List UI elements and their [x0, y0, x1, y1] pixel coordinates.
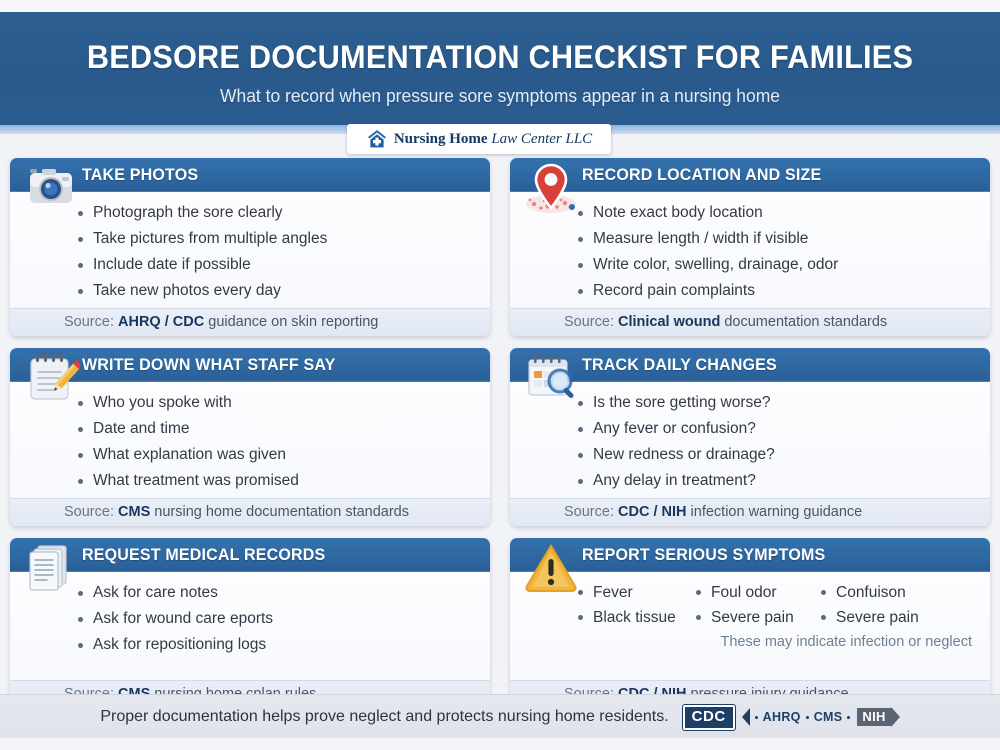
card-source [510, 498, 990, 526]
source-rest: guidance on skin reporting [208, 314, 379, 330]
list-item: Include date if possible [78, 252, 476, 278]
list-item: Take new photos every day [78, 278, 476, 304]
brand-logo[interactable] [347, 124, 611, 154]
list-item: Write color, swelling, drainage, odor [578, 252, 976, 278]
source-rest: nursing home documentation standards [154, 504, 409, 520]
footer-text: Proper documentation helps prove neglect and protects nursing home residents. [100, 708, 669, 725]
cms-label: CMS [813, 710, 843, 724]
card-source [10, 308, 490, 336]
bullet-dot-icon [806, 716, 809, 719]
checklist-grid [10, 158, 990, 720]
card-row-2 [10, 348, 990, 526]
card-header [10, 348, 490, 382]
source-label: Source: [564, 314, 614, 330]
bullet-dot-icon [755, 716, 758, 719]
symptom-column [696, 580, 821, 630]
source-agency: Clinical wound [618, 314, 721, 330]
source-rest: documentation standards [724, 314, 888, 330]
brand-logo-text [394, 131, 592, 148]
footer-bar [0, 694, 1000, 739]
bottom-edge-strip [0, 738, 1000, 750]
card-title: REPORT SERIOUS SYMPTOMS [582, 545, 826, 564]
card-source [10, 498, 490, 526]
source-rest: infection warning guidance [690, 504, 863, 520]
list-item: Who you spoke with [78, 390, 476, 416]
card-body [510, 572, 990, 680]
card-body [10, 382, 490, 498]
list-item: Confuison [821, 580, 951, 605]
list-item: Severe pain [821, 605, 951, 630]
symptom-note: These may indicate infection or neglect [720, 634, 972, 650]
card-body [510, 382, 990, 498]
card-header [510, 348, 990, 382]
chevron-right-icon [891, 707, 900, 727]
card-body [10, 572, 490, 680]
list-item: New redness or drainage? [578, 442, 976, 468]
card-body [10, 192, 490, 308]
card-header [510, 158, 990, 192]
list-item: Any delay in treatment? [578, 468, 976, 494]
card-record-location-and-size[interactable] [510, 158, 990, 336]
symptom-columns [578, 580, 976, 630]
bullet-dot-icon [847, 716, 850, 719]
chevron-left-icon [742, 708, 750, 726]
list-item: Any fever or confusion? [578, 416, 976, 442]
card-title: TRACK DAILY CHANGES [582, 355, 777, 374]
list-item: Date and time [78, 416, 476, 442]
list-item: Note exact body location [578, 200, 976, 226]
brand-name-italic: Law Center LLC [491, 130, 593, 147]
source-label: Source: [564, 504, 614, 520]
source-label: Source: [64, 314, 114, 330]
bullet-list [78, 390, 476, 494]
page-title: BEDSORE DOCUMENTATION CHECKIST FOR FAMILIES [86, 39, 914, 75]
agency-badges [683, 705, 900, 730]
ahrq-cms-badge [742, 708, 851, 726]
house-medical-cross-icon [366, 128, 388, 150]
bullet-list [578, 200, 976, 304]
card-header [10, 158, 490, 192]
card-title: TAKE PHOTOS [82, 165, 199, 184]
nih-badge [857, 707, 899, 727]
list-item: Record pain complaints [578, 278, 976, 304]
list-item: Photograph the sore clearly [78, 200, 476, 226]
list-item: Ask for repositioning logs [78, 632, 476, 658]
card-header [510, 538, 990, 572]
card-report-serious-symptoms[interactable] [510, 538, 990, 708]
card-header [10, 538, 490, 572]
source-agency: AHRQ / CDC [118, 314, 205, 330]
list-item: Foul odor [696, 580, 821, 605]
cdc-badge: CDC [683, 705, 735, 730]
bullet-list [78, 580, 476, 658]
source-agency: CMS [118, 504, 151, 520]
nih-label: NIH [857, 708, 890, 726]
list-item: Severe pain [696, 605, 821, 630]
list-item: Ask for wound care eports [78, 606, 476, 632]
page-subtitle: What to record when pressure sore symptoms appear in a nursing home [220, 86, 780, 106]
list-item: Ask for care notes [78, 580, 476, 606]
card-request-medical-records[interactable] [10, 538, 490, 708]
symptom-column [578, 580, 696, 630]
card-title: REQUEST MEDICAL RECORDS [82, 545, 326, 564]
bullet-list [578, 390, 976, 494]
source-agency: CDC / NIH [618, 504, 687, 520]
brand-name-bold: Nursing Home [393, 130, 488, 147]
bullet-list [78, 200, 476, 304]
list-item: Is the sore getting worse? [578, 390, 976, 416]
card-body [510, 192, 990, 308]
list-item: What treatment was promised [78, 468, 476, 494]
card-row-1 [10, 158, 990, 336]
top-edge-strip [0, 0, 1000, 12]
card-title: WRITE DOWN WHAT STAFF SAY [82, 355, 336, 374]
card-write-down-what-staff-say[interactable] [10, 348, 490, 526]
list-item: Fever [578, 580, 696, 605]
card-take-photos[interactable] [10, 158, 490, 336]
ahrq-label: AHRQ [762, 710, 801, 724]
list-item: Black tissue [578, 605, 696, 630]
card-track-daily-changes[interactable] [510, 348, 990, 526]
source-label: Source: [64, 504, 114, 520]
symptom-column [821, 580, 951, 630]
card-source [510, 308, 990, 336]
card-title: RECORD LOCATION AND SIZE [582, 165, 822, 184]
card-row-3 [10, 538, 990, 708]
header-banner [0, 12, 1000, 125]
list-item: Measure length / width if visible [578, 226, 976, 252]
list-item: What explanation was given [78, 442, 476, 468]
list-item: Take pictures from multiple angles [78, 226, 476, 252]
